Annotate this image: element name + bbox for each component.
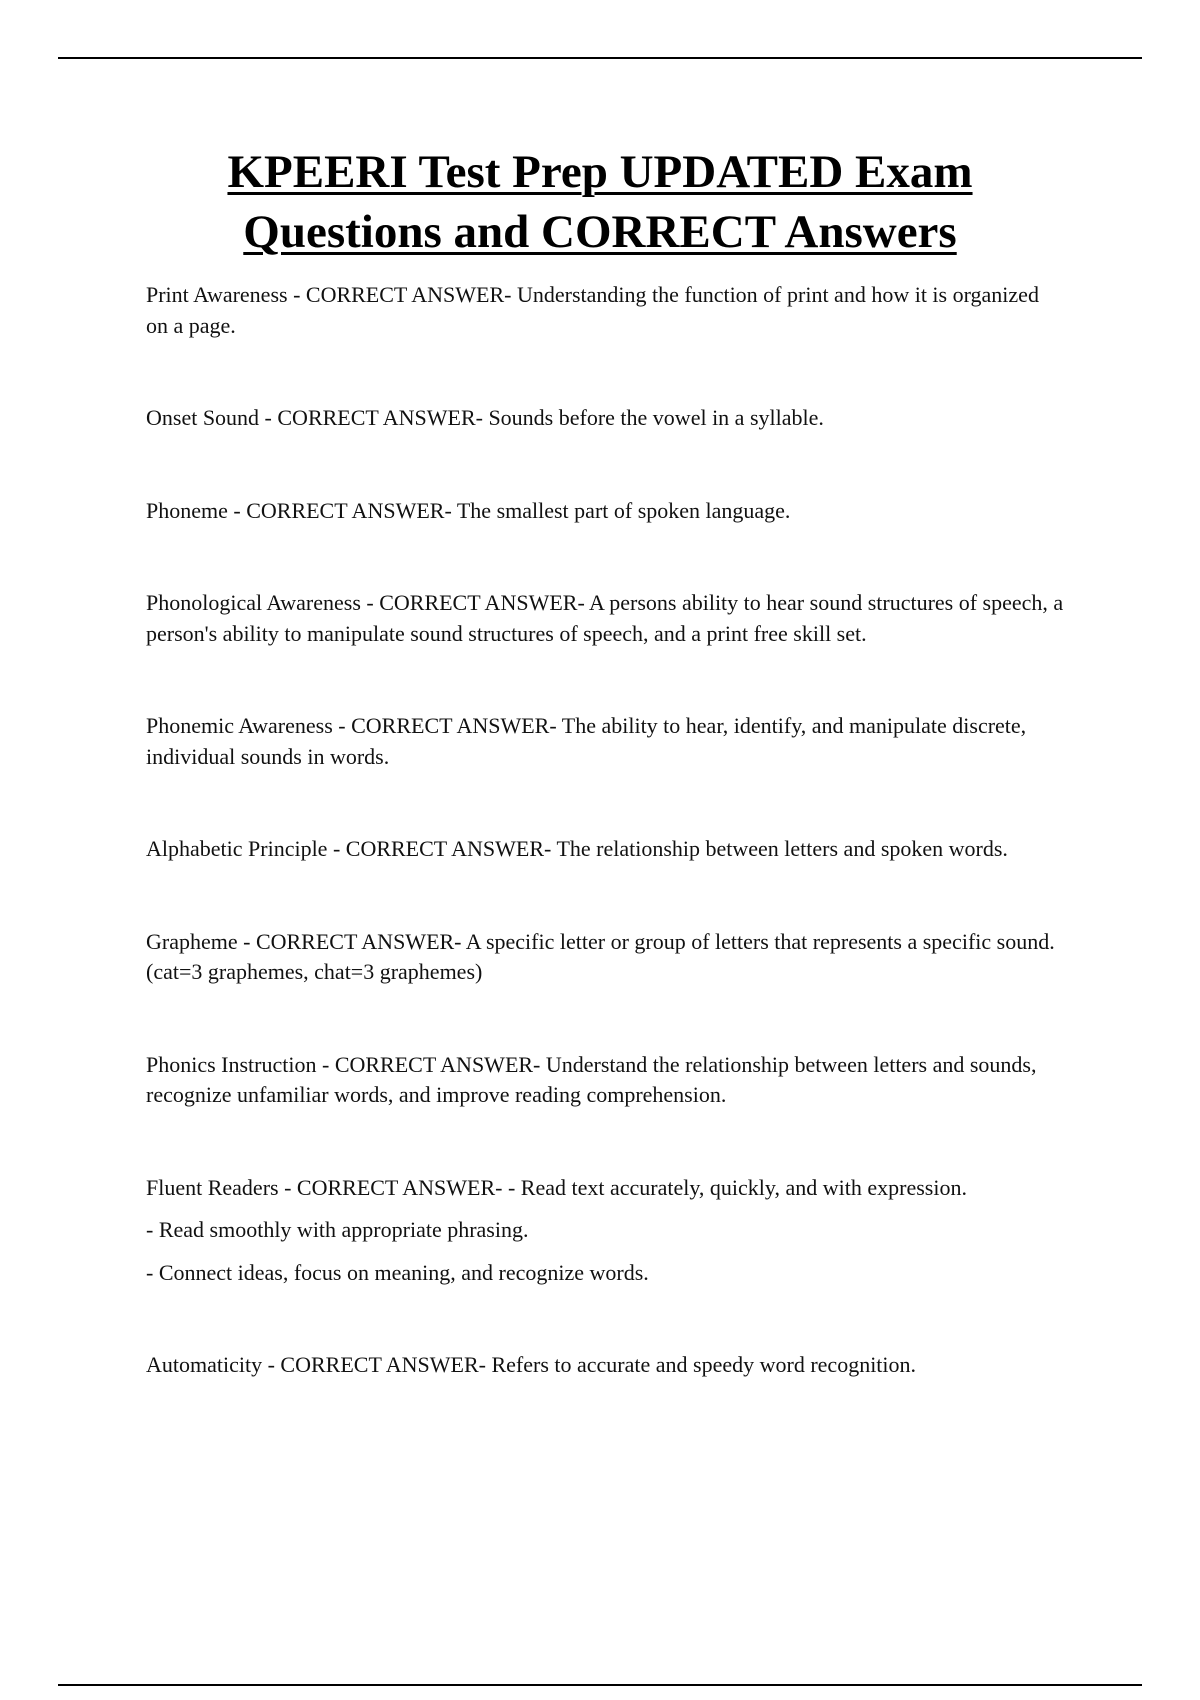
qa-item-onset-sound bbox=[146, 403, 1066, 434]
qa-item-phonics-instruction bbox=[146, 1050, 1066, 1111]
title-line-2: Questions and CORRECT Answers bbox=[243, 206, 957, 258]
qa-text: Print Awareness - CORRECT ANSWER- Understanding the function of print and how it is organized on a page. bbox=[146, 282, 1039, 338]
bottom-divider bbox=[58, 1684, 1142, 1686]
qa-extra-line: - Read smoothly with appropriate phrasing. bbox=[146, 1217, 529, 1242]
qa-text: Onset Sound - CORRECT ANSWER- Sounds before the vowel in a syllable. bbox=[146, 405, 824, 430]
qa-text: Fluent Readers - CORRECT ANSWER- - Read text accurately, quickly, and with expression. bbox=[146, 1174, 967, 1200]
qa-text: Alphabetic Principle - CORRECT ANSWER- The relationship between letters and spoken words. bbox=[146, 836, 1008, 861]
qa-text: Phonemic Awareness - CORRECT ANSWER- The ability to hear, identify, and manipulate discrete, individual sounds in words. bbox=[146, 713, 1027, 769]
qa-item-phoneme bbox=[146, 496, 1066, 527]
qa-extra-line: - Connect ideas, focus on meaning, and recognize words. bbox=[146, 1259, 649, 1285]
qa-text: Phonics Instruction - CORRECT ANSWER- Understand the relationship between letters and sounds, recognize unfamiliar words, and improve reading comprehension. bbox=[146, 1051, 1037, 1107]
qa-item-grapheme bbox=[146, 927, 1066, 988]
qa-item-phonemic-awareness bbox=[146, 711, 1066, 772]
document-title bbox=[120, 142, 1080, 262]
qa-list bbox=[146, 280, 1066, 1443]
qa-item-fluent-readers bbox=[146, 1173, 1066, 1289]
top-divider bbox=[58, 57, 1142, 59]
qa-text: Automaticity - CORRECT ANSWER- Refers to accurate and speedy word recognition. bbox=[146, 1352, 917, 1377]
qa-text: Grapheme - CORRECT ANSWER- A specific letter or group of letters that represents a specific sound. (cat=3 graphemes, chat=3 graphemes) bbox=[146, 928, 1055, 984]
qa-item-alphabetic-principle bbox=[146, 834, 1066, 865]
title-line-1: KPEERI Test Prep UPDATED Exam bbox=[227, 146, 973, 198]
qa-item-phonological-awareness bbox=[146, 588, 1066, 649]
qa-text: Phoneme - CORRECT ANSWER- The smallest part of spoken language. bbox=[146, 497, 791, 523]
qa-item-print-awareness bbox=[146, 280, 1066, 341]
qa-text: Phonological Awareness - CORRECT ANSWER- A persons ability to hear sound structures of speech, a person's ability to manipulate sound structures of speech, and a print free skill set. bbox=[146, 590, 1064, 646]
qa-item-automaticity bbox=[146, 1350, 1066, 1381]
